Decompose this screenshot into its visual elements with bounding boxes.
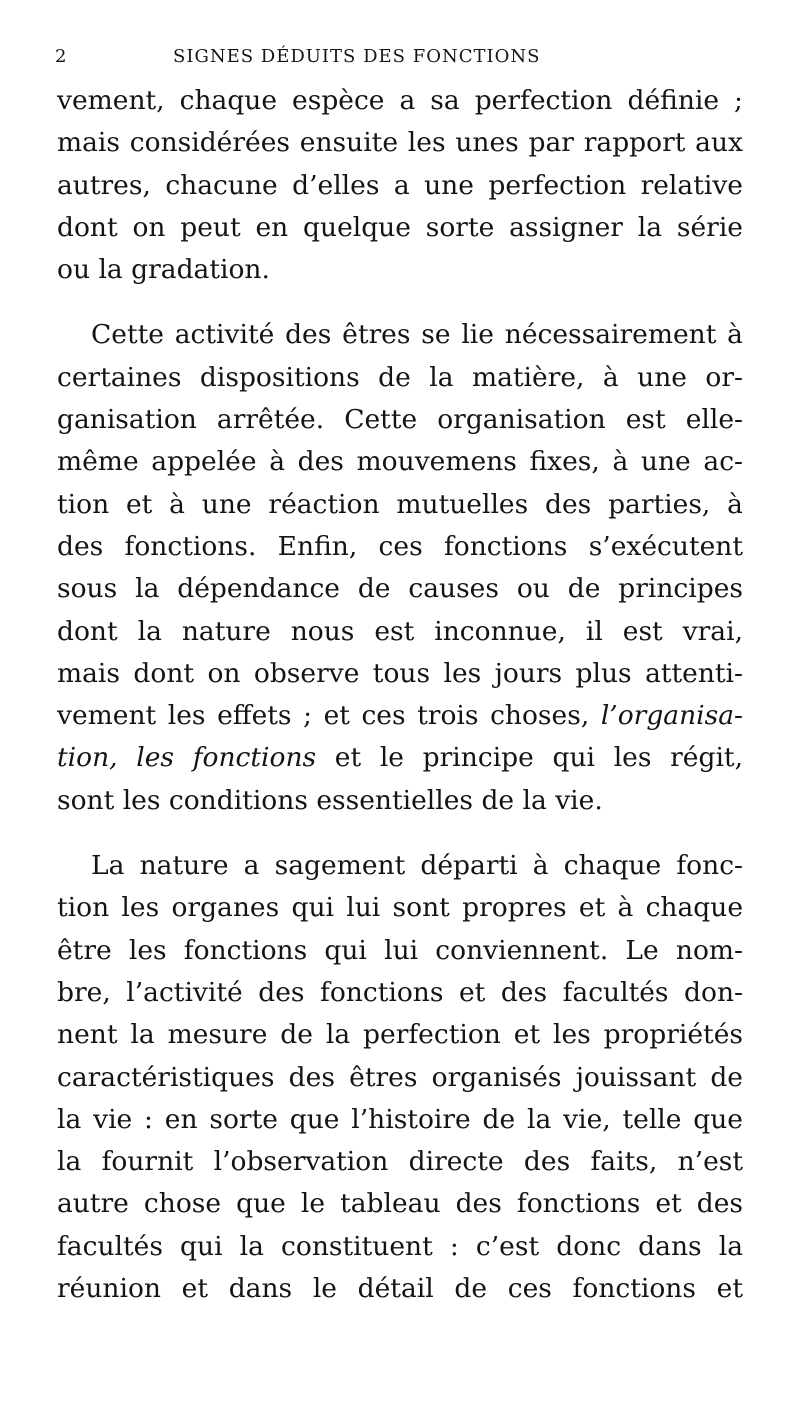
text-line: tion et à une réaction mutuelles des parties, à bbox=[57, 488, 743, 520]
text-line: mais considérées ensuite les unes par rapport aux bbox=[57, 127, 743, 159]
text-line: certaines dispositions de la matière, à une or- bbox=[57, 361, 743, 393]
text-line: autres, chacune d’elles a une perfection relative bbox=[57, 169, 743, 201]
text-line: bre, l’activité des fonctions et des facultés don- bbox=[57, 976, 743, 1008]
text-line: nent la mesure de la perfection et les propriétés bbox=[57, 1019, 743, 1051]
text-line: sous la dépendance de causes ou de principes bbox=[57, 573, 743, 605]
text-line: dont la nature nous est inconnue, il est vrai, bbox=[57, 615, 743, 647]
text-line: mais dont on observe tous les jours plus attenti- bbox=[57, 657, 743, 689]
text-line: même appelée à des mouvemens fixes, à une ac- bbox=[57, 446, 743, 478]
text-line: ganisation arrêtée. Cette organisation est elle- bbox=[57, 404, 743, 436]
text-span: vement les effets ; et ces trois choses, bbox=[57, 700, 601, 732]
page-number: 2 bbox=[55, 46, 68, 67]
text-line bbox=[57, 695, 743, 737]
paragraph-3 bbox=[57, 845, 743, 1310]
paragraph-2 bbox=[57, 314, 743, 822]
text-line: sont les conditions essentielles de la vie. bbox=[57, 784, 603, 816]
text-line: caractéristiques des êtres organisés jouissant de bbox=[57, 1061, 743, 1093]
body-text bbox=[57, 80, 743, 1310]
running-head: SIGNES DÉDUITS DES FONCTIONS bbox=[173, 46, 541, 67]
text-span: et le principe qui les régit, bbox=[316, 742, 744, 774]
italic-term: tion, les fonctions bbox=[57, 742, 317, 774]
paragraph-1 bbox=[57, 80, 743, 291]
text-line: être les fonctions qui lui conviennent. Le nom- bbox=[57, 934, 743, 966]
text-line: réunion et dans le détail de ces fonctions et bbox=[57, 1273, 743, 1305]
text-line: des fonctions. Enfin, ces fonctions s’exécutent bbox=[57, 530, 743, 562]
text-line: vement, chaque espèce a sa perfection définie ; bbox=[57, 85, 743, 116]
text-line: autre chose que le tableau des fonctions et des bbox=[57, 1188, 743, 1220]
page-header bbox=[55, 46, 595, 76]
text-line: Cette activité des êtres se lie nécessairement à bbox=[91, 319, 743, 351]
italic-term: l’organisa- bbox=[600, 700, 743, 732]
text-line: la fournit l’observation directe des faits, n’est bbox=[57, 1146, 743, 1178]
text-line: facultés qui la constituent : c’est donc dans la bbox=[57, 1230, 743, 1262]
text-line: ou la gradation. bbox=[57, 254, 270, 286]
text-line: dont on peut en quelque sorte assigner la série bbox=[57, 211, 743, 243]
text-line: tion les organes qui lui sont propres et à chaque bbox=[57, 892, 743, 924]
text-line: La nature a sagement départi à chaque fonc- bbox=[91, 850, 743, 882]
text-line: la vie : en sorte que l’histoire de la vie, telle que bbox=[57, 1103, 743, 1135]
text-line bbox=[57, 737, 743, 779]
